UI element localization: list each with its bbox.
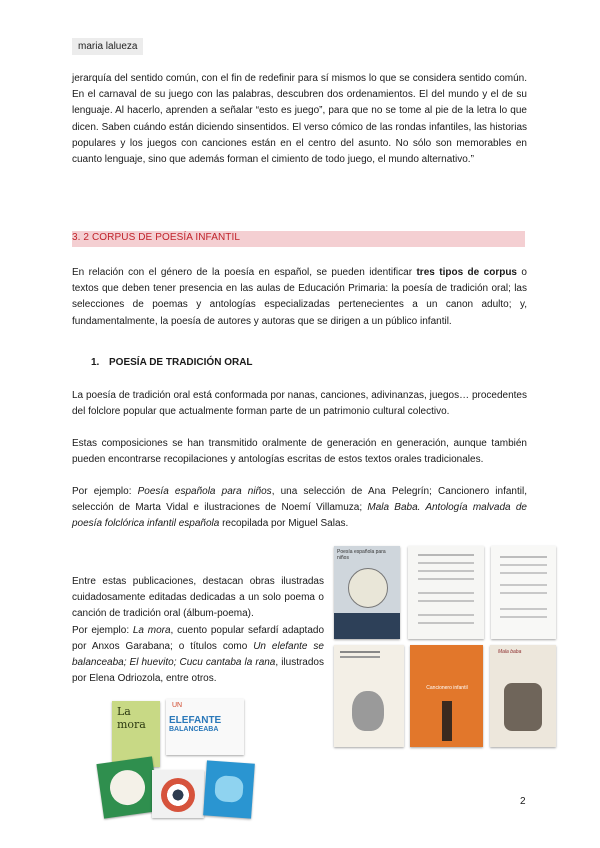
subsection-number: 1. [91,357,100,368]
cover-title: Mala baba [498,649,522,655]
album-poema-column [72,574,324,687]
section-paragraph: En relación con el género de la poesía en español, se pueden identificar tres tipos de corpus o textos que deben tener presencia en las aulas de Educación Primaria: la poesía de tradición oral; las selecciones de poemas y antologías especializadas pertenecientes a un canon adulto; y, fundamentalmente, la poesía de autores y autoras que se dirigen a un público infantil. [72,267,527,327]
header-author-tag: maria lalueza [72,38,143,55]
cover-title: Poesía española para niños [337,549,386,561]
book-poesia-espanola [334,546,400,639]
subsection-heading [91,357,253,368]
target-illustration [161,778,195,812]
section-title: 3. 2 CORPUS DE POESÍA INFANTIL [72,232,241,243]
book-la-mora [112,701,160,767]
book-target [152,770,204,818]
intro-paragraph: jerarquía del sentido común, con el fin de redefinir para sí mismos lo que se considera sentido común. En el carnaval de su juego con las palabras, descubren dos ordenamientos. El del mundo y el de su lenguaje. Al hacerlo, aprenden a señalar “esto es juego”, para que no se tome al pie de la letra lo que dicen. Saben cuándo están diciendo sinsentidos. El verso cómico de las rondas infantiles, las historias populares y los juegos con canciones están en el centro del asunto. No sólo son memorables en cuanto lenguaje, sino que además forman el cimiento de todo juego, el mundo alternativo.” [72,73,527,166]
album-paragraph: Entre estas publicaciones, destacan obras ilustradas cuidadosamente editadas dedicadas a un solo poema o canción de tradición oral (álbum-poema). [72,576,324,620]
cover-title: La mora [117,705,146,731]
album-examples: Por ejemplo: La mora, cuento popular sefardí adaptado por Anxos Garabana; o títulos como Un elefante se balanceaba; El huevito; Cucu cantaba la rana, ilustrados por Elena Odriozola, entre otros. [72,624,325,685]
book-cancionero-infantil [410,645,483,747]
oral-paragraph-1: La poesía de tradición oral está conformada por nanas, canciones, adivinanzas, juegos… procedentes del folclore popular que actualmente forman parte de un patrimonio cultural colectivo. [72,390,527,418]
cover-title: ELEFANTE [169,715,222,726]
moon-face-illustration [348,568,388,608]
book-green-circle [96,756,159,818]
page-number: 2 [520,796,526,807]
cover-title: Cancionero infantil [426,685,468,691]
subsection-title: POESÍA DE TRADICIÓN ORAL [109,357,253,368]
book-blue-cover [203,760,255,818]
mouse-illustration [352,691,384,731]
page-poem-2 [491,546,556,639]
oral-paragraph-3: Por ejemplo: Poesía española para niños, una selección de Ana Pelegrín; Cancionero infantil, selección de Marta Vidal e ilustraciones de Noemí Villamuza; Mala Baba. Antología malvada de poesía folclórica infantil española recopilada por Miguel Salas. [72,486,527,530]
book-un-elefante: UN ELEFANTE BALANCEABA [166,699,244,755]
book-mala-baba [490,645,556,747]
bold-term: tres tipos de corpus [416,267,517,278]
page-poem-1 [408,546,484,639]
book-mouse-cover [334,645,404,747]
oral-paragraph-2: Estas composiciones se han transmitido oralmente de generación en generación, aunque también pueden encontrarse recopilaciones y antologías escritas de estos textos orales tradicionales. [72,438,527,466]
